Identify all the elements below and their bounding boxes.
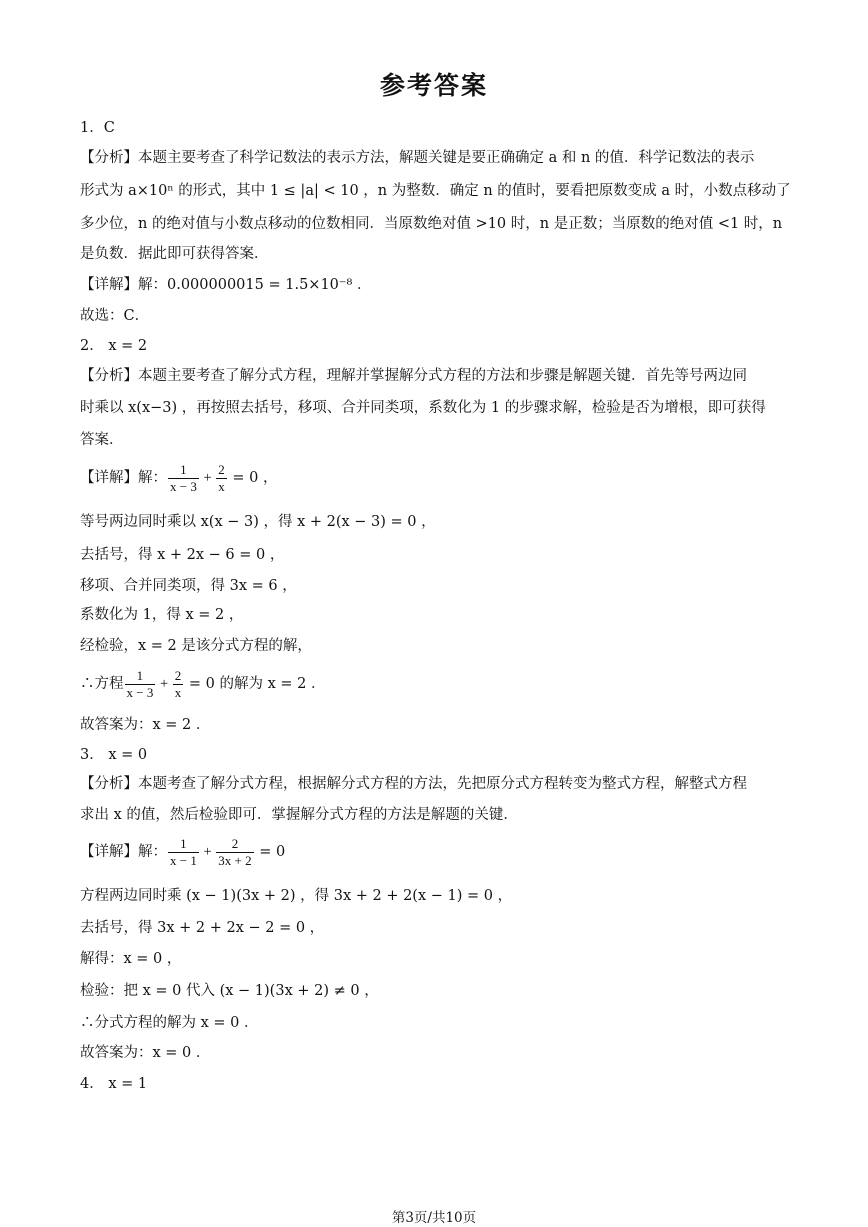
q2-conclusion-prefix: ∴方程: [80, 676, 124, 692]
q3-step: 方程两边同时乘 (x − 1)(3x + 2) ，得 3x + 2 + 2(x − 1) = 0 ，: [80, 888, 513, 904]
page-title: 参考答案: [379, 71, 488, 100]
q2-analysis-line: 【分析】本题主要考查了解分式方程，理解并掌握解分式方程的方法和步骤是解题关键．首先等号两边同: [80, 368, 747, 384]
q3-step: 检验：把 x = 0 代入 (x − 1)(3x + 2) ≠ 0 ，: [80, 983, 379, 999]
fraction: $\frac{2}{x}$: [174, 667, 182, 700]
q2-analysis-line: 答案．: [80, 432, 124, 448]
q2-answer: 故答案为：x = 2 ．: [80, 717, 211, 733]
q3-step: 去括号，得 3x + 2 + 2x − 2 = 0 ，: [80, 920, 325, 936]
q2-header: 2． x = 2: [80, 338, 148, 354]
q4-header: 4． x = 1: [80, 1076, 148, 1092]
q2-detail-suffix: = 0 ，: [227, 470, 278, 486]
q3-detail: 【详解】解： $\frac{1}{x - 1}$ + $\frac{2}{3x + 2}$ = 0: [80, 835, 286, 868]
q1-header: 1．C: [80, 120, 115, 136]
q2-step: 去括号，得 x + 2x − 6 = 0 ，: [80, 547, 285, 563]
q3-step: 解得：x = 0 ，: [80, 951, 182, 967]
q2-step: 经检验，x = 2 是该分式方程的解，: [80, 638, 312, 654]
fraction: $\frac{1}{x - 3}$: [126, 667, 154, 700]
q1-analysis-line: 【分析】本题主要考查了科学记数法的表示方法，解题关键是要正确确定 a 和 n 的值．科学记数法的表示: [80, 150, 755, 166]
q1-analysis-line: 多少位，n 的绝对值与小数点移动的位数相同．当原数绝对值 >10 时，n 是正数；当原数的绝对值 <1 时，n: [80, 216, 783, 232]
fraction: $\frac{2}{x}$: [218, 461, 225, 494]
q2-step: 系数化为 1，得 x = 2 ，: [80, 607, 244, 623]
q1-analysis-line: 是负数．据此即可获得答案．: [80, 246, 269, 262]
fraction: $\frac{1}{x - 1}$: [170, 835, 197, 868]
q1-detail: 【详解】解：0.000000015 = 1.5×10⁻⁸ ．: [80, 277, 372, 293]
fraction: $\frac{1}{x - 3}$: [170, 461, 197, 494]
q1-analysis-line: 形式为 a×10ⁿ 的形式，其中 1 ≤ |a| < 10 ，n 为整数．确定 n 的值时，要看把原数变成 a 时，小数点移动了: [80, 183, 791, 199]
page-footer: 第3页/共10页: [391, 1210, 477, 1226]
q3-detail-prefix: 【详解】解：: [80, 844, 167, 860]
q3-step: ∴分式方程的解为 x = 0 ．: [80, 1015, 259, 1031]
q1-answer: 故选：C．: [80, 308, 150, 324]
q3-detail-suffix: = 0: [254, 844, 286, 860]
q2-detail-prefix: 【详解】解：: [80, 470, 167, 486]
q2-analysis-line: 时乘以 x(x−3) ，再按照去括号，移项、合并同类项，系数化为 1 的步骤求解，检验是否为增根，即可获得: [80, 400, 766, 416]
q2-conclusion-suffix: = 0 的解为 x = 2 ．: [184, 676, 326, 692]
q2-detail: 【详解】解： $\frac{1}{x - 3}$ + $\frac{2}{x}$ = 0 ，: [80, 461, 278, 494]
q3-header: 3． x = 0: [80, 747, 148, 763]
fraction: $\frac{2}{3x + 2}$: [218, 835, 252, 868]
q3-analysis-line: 求出 x 的值，然后检验即可．掌握解分式方程的方法是解题的关键．: [80, 807, 518, 823]
q2-step: 等号两边同时乘以 x(x − 3) ，得 x + 2(x − 3) = 0 ，: [80, 514, 436, 530]
q2-step: 移项、合并同类项，得 3x = 6 ，: [80, 578, 297, 594]
q2-conclusion: ∴方程 $\frac{1}{x - 3}$ + $\frac{2}{x}$ = 0 的解为 x = 2 ．: [80, 667, 326, 700]
q3-step: 故答案为：x = 0 ．: [80, 1045, 211, 1061]
q3-analysis-line: 【分析】本题考查了解分式方程，根据解分式方程的方法，先把原分式方程转变为整式方程，解整式方程: [80, 776, 747, 792]
